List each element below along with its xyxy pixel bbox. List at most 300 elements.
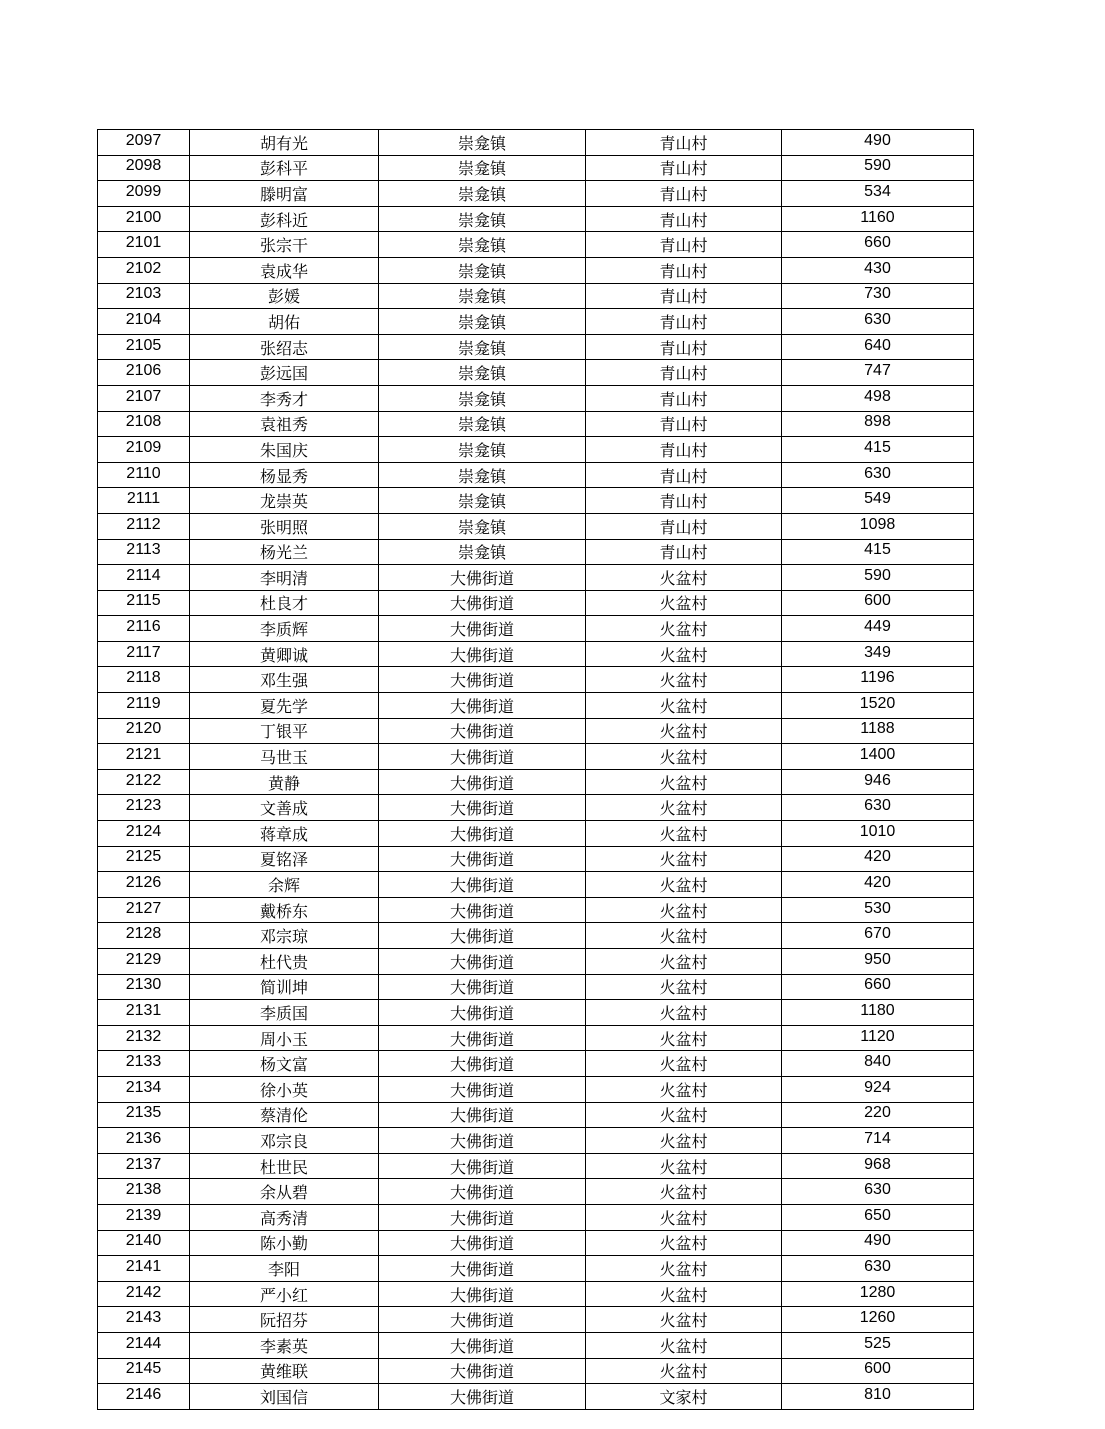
table-row bbox=[98, 1230, 974, 1256]
cell-town: 大佛街道 bbox=[379, 1051, 586, 1077]
cell-id: 2130 bbox=[98, 974, 190, 1000]
cell-village: 火盆村 bbox=[586, 821, 782, 847]
cell-village: 火盆村 bbox=[586, 616, 782, 642]
table-row bbox=[98, 1307, 974, 1333]
table-row bbox=[98, 795, 974, 821]
cell-id: 2118 bbox=[98, 667, 190, 693]
cell-id: 2109 bbox=[98, 437, 190, 463]
cell-amount: 1280 bbox=[782, 1281, 974, 1307]
table-row bbox=[98, 821, 974, 847]
cell-town: 崇龛镇 bbox=[379, 360, 586, 386]
cell-id: 2129 bbox=[98, 949, 190, 975]
cell-amount: 490 bbox=[782, 130, 974, 156]
cell-town: 崇龛镇 bbox=[379, 309, 586, 335]
cell-town: 崇龛镇 bbox=[379, 257, 586, 283]
table-row bbox=[98, 897, 974, 923]
cell-id: 2122 bbox=[98, 769, 190, 795]
cell-name: 简训坤 bbox=[190, 974, 379, 1000]
table-row bbox=[98, 1076, 974, 1102]
table-row bbox=[98, 590, 974, 616]
cell-village: 青山村 bbox=[586, 130, 782, 156]
cell-amount: 810 bbox=[782, 1384, 974, 1410]
cell-amount: 490 bbox=[782, 1230, 974, 1256]
cell-village: 青山村 bbox=[586, 283, 782, 309]
cell-id: 2104 bbox=[98, 309, 190, 335]
data-table bbox=[97, 129, 974, 1410]
table-row bbox=[98, 1025, 974, 1051]
cell-village: 青山村 bbox=[586, 360, 782, 386]
cell-id: 2123 bbox=[98, 795, 190, 821]
cell-village: 火盆村 bbox=[586, 1153, 782, 1179]
cell-amount: 630 bbox=[782, 309, 974, 335]
cell-town: 大佛街道 bbox=[379, 1204, 586, 1230]
cell-amount: 530 bbox=[782, 897, 974, 923]
table-row bbox=[98, 769, 974, 795]
cell-village: 火盆村 bbox=[586, 565, 782, 591]
cell-town: 大佛街道 bbox=[379, 667, 586, 693]
cell-id: 2102 bbox=[98, 257, 190, 283]
table-body bbox=[98, 130, 974, 1410]
cell-id: 2139 bbox=[98, 1204, 190, 1230]
cell-amount: 968 bbox=[782, 1153, 974, 1179]
cell-amount: 1098 bbox=[782, 513, 974, 539]
cell-id: 2110 bbox=[98, 462, 190, 488]
table-row bbox=[98, 232, 974, 258]
cell-name: 胡有光 bbox=[190, 130, 379, 156]
cell-town: 崇龛镇 bbox=[379, 334, 586, 360]
cell-village: 青山村 bbox=[586, 206, 782, 232]
cell-village: 火盆村 bbox=[586, 1204, 782, 1230]
table-row bbox=[98, 283, 974, 309]
table-row bbox=[98, 744, 974, 770]
cell-id: 2101 bbox=[98, 232, 190, 258]
cell-id: 2128 bbox=[98, 923, 190, 949]
cell-name: 李阳 bbox=[190, 1256, 379, 1282]
cell-name: 余辉 bbox=[190, 872, 379, 898]
cell-village: 火盆村 bbox=[586, 974, 782, 1000]
cell-name: 袁成华 bbox=[190, 257, 379, 283]
cell-id: 2114 bbox=[98, 565, 190, 591]
cell-amount: 747 bbox=[782, 360, 974, 386]
cell-town: 大佛街道 bbox=[379, 1256, 586, 1282]
cell-village: 火盆村 bbox=[586, 1076, 782, 1102]
table-row bbox=[98, 616, 974, 642]
cell-id: 2117 bbox=[98, 641, 190, 667]
cell-name: 张绍志 bbox=[190, 334, 379, 360]
cell-name: 夏先学 bbox=[190, 693, 379, 719]
table-row bbox=[98, 1204, 974, 1230]
cell-name: 丁银平 bbox=[190, 718, 379, 744]
table-row bbox=[98, 718, 974, 744]
cell-town: 大佛街道 bbox=[379, 872, 586, 898]
cell-town: 大佛街道 bbox=[379, 1076, 586, 1102]
cell-name: 杜世民 bbox=[190, 1153, 379, 1179]
cell-name: 袁祖秀 bbox=[190, 411, 379, 437]
cell-village: 火盆村 bbox=[586, 1102, 782, 1128]
table-row bbox=[98, 1102, 974, 1128]
cell-village: 火盆村 bbox=[586, 769, 782, 795]
cell-town: 崇龛镇 bbox=[379, 411, 586, 437]
cell-town: 大佛街道 bbox=[379, 565, 586, 591]
cell-town: 崇龛镇 bbox=[379, 206, 586, 232]
cell-id: 2099 bbox=[98, 181, 190, 207]
cell-id: 2141 bbox=[98, 1256, 190, 1282]
cell-town: 崇龛镇 bbox=[379, 513, 586, 539]
cell-id: 2105 bbox=[98, 334, 190, 360]
cell-village: 火盆村 bbox=[586, 1051, 782, 1077]
cell-name: 彭媛 bbox=[190, 283, 379, 309]
cell-id: 2127 bbox=[98, 897, 190, 923]
cell-name: 李秀才 bbox=[190, 385, 379, 411]
cell-village: 火盆村 bbox=[586, 923, 782, 949]
cell-id: 2106 bbox=[98, 360, 190, 386]
cell-id: 2133 bbox=[98, 1051, 190, 1077]
cell-village: 火盆村 bbox=[586, 744, 782, 770]
cell-name: 邓宗良 bbox=[190, 1128, 379, 1154]
cell-amount: 1180 bbox=[782, 1000, 974, 1026]
cell-town: 大佛街道 bbox=[379, 1102, 586, 1128]
cell-name: 蒋章成 bbox=[190, 821, 379, 847]
cell-id: 2111 bbox=[98, 488, 190, 514]
cell-id: 2108 bbox=[98, 411, 190, 437]
table-row bbox=[98, 513, 974, 539]
table-row bbox=[98, 846, 974, 872]
cell-town: 崇龛镇 bbox=[379, 437, 586, 463]
cell-village: 火盆村 bbox=[586, 667, 782, 693]
cell-name: 邓宗琼 bbox=[190, 923, 379, 949]
cell-name: 余从碧 bbox=[190, 1179, 379, 1205]
cell-town: 大佛街道 bbox=[379, 1128, 586, 1154]
cell-id: 2135 bbox=[98, 1102, 190, 1128]
cell-name: 胡佑 bbox=[190, 309, 379, 335]
cell-name: 龙崇英 bbox=[190, 488, 379, 514]
cell-id: 2126 bbox=[98, 872, 190, 898]
table-row bbox=[98, 462, 974, 488]
cell-village: 火盆村 bbox=[586, 949, 782, 975]
cell-town: 大佛街道 bbox=[379, 1281, 586, 1307]
cell-name: 朱国庆 bbox=[190, 437, 379, 463]
cell-id: 2116 bbox=[98, 616, 190, 642]
cell-name: 黄静 bbox=[190, 769, 379, 795]
cell-amount: 1010 bbox=[782, 821, 974, 847]
cell-amount: 1196 bbox=[782, 667, 974, 693]
cell-amount: 630 bbox=[782, 462, 974, 488]
cell-name: 徐小英 bbox=[190, 1076, 379, 1102]
cell-town: 大佛街道 bbox=[379, 590, 586, 616]
cell-amount: 1520 bbox=[782, 693, 974, 719]
cell-id: 2143 bbox=[98, 1307, 190, 1333]
table-row bbox=[98, 641, 974, 667]
table-row bbox=[98, 1358, 974, 1384]
cell-town: 大佛街道 bbox=[379, 1358, 586, 1384]
cell-amount: 534 bbox=[782, 181, 974, 207]
table-row bbox=[98, 923, 974, 949]
cell-amount: 950 bbox=[782, 949, 974, 975]
cell-village: 火盆村 bbox=[586, 590, 782, 616]
cell-village: 火盆村 bbox=[586, 872, 782, 898]
cell-town: 崇龛镇 bbox=[379, 539, 586, 565]
cell-town: 大佛街道 bbox=[379, 641, 586, 667]
cell-town: 大佛街道 bbox=[379, 769, 586, 795]
cell-town: 大佛街道 bbox=[379, 744, 586, 770]
cell-id: 2145 bbox=[98, 1358, 190, 1384]
cell-id: 2121 bbox=[98, 744, 190, 770]
cell-id: 2103 bbox=[98, 283, 190, 309]
cell-amount: 898 bbox=[782, 411, 974, 437]
cell-amount: 630 bbox=[782, 1179, 974, 1205]
cell-name: 黄维联 bbox=[190, 1358, 379, 1384]
cell-id: 2142 bbox=[98, 1281, 190, 1307]
cell-id: 2125 bbox=[98, 846, 190, 872]
cell-village: 火盆村 bbox=[586, 846, 782, 872]
cell-amount: 415 bbox=[782, 539, 974, 565]
cell-town: 崇龛镇 bbox=[379, 155, 586, 181]
cell-village: 火盆村 bbox=[586, 1256, 782, 1282]
table-row bbox=[98, 1256, 974, 1282]
cell-town: 大佛街道 bbox=[379, 974, 586, 1000]
cell-village: 火盆村 bbox=[586, 1179, 782, 1205]
cell-amount: 1188 bbox=[782, 718, 974, 744]
cell-id: 2112 bbox=[98, 513, 190, 539]
cell-amount: 430 bbox=[782, 257, 974, 283]
cell-village: 青山村 bbox=[586, 257, 782, 283]
cell-amount: 420 bbox=[782, 846, 974, 872]
table-row bbox=[98, 411, 974, 437]
cell-name: 张明照 bbox=[190, 513, 379, 539]
cell-village: 火盆村 bbox=[586, 1025, 782, 1051]
cell-village: 青山村 bbox=[586, 411, 782, 437]
cell-name: 李质国 bbox=[190, 1000, 379, 1026]
cell-town: 大佛街道 bbox=[379, 1230, 586, 1256]
table-row bbox=[98, 1332, 974, 1358]
cell-amount: 600 bbox=[782, 1358, 974, 1384]
cell-name: 黄卿诚 bbox=[190, 641, 379, 667]
cell-village: 火盆村 bbox=[586, 1230, 782, 1256]
cell-amount: 650 bbox=[782, 1204, 974, 1230]
cell-amount: 449 bbox=[782, 616, 974, 642]
table-row bbox=[98, 539, 974, 565]
cell-amount: 415 bbox=[782, 437, 974, 463]
cell-amount: 660 bbox=[782, 974, 974, 1000]
cell-amount: 670 bbox=[782, 923, 974, 949]
cell-town: 大佛街道 bbox=[379, 846, 586, 872]
cell-village: 青山村 bbox=[586, 385, 782, 411]
cell-amount: 349 bbox=[782, 641, 974, 667]
cell-village: 青山村 bbox=[586, 488, 782, 514]
cell-amount: 924 bbox=[782, 1076, 974, 1102]
cell-amount: 525 bbox=[782, 1332, 974, 1358]
cell-town: 崇龛镇 bbox=[379, 488, 586, 514]
cell-id: 2132 bbox=[98, 1025, 190, 1051]
table-row bbox=[98, 1153, 974, 1179]
cell-town: 崇龛镇 bbox=[379, 462, 586, 488]
cell-name: 张宗干 bbox=[190, 232, 379, 258]
cell-town: 崇龛镇 bbox=[379, 385, 586, 411]
table-row bbox=[98, 488, 974, 514]
cell-name: 李明清 bbox=[190, 565, 379, 591]
cell-village: 青山村 bbox=[586, 232, 782, 258]
cell-name: 李质辉 bbox=[190, 616, 379, 642]
cell-name: 马世玉 bbox=[190, 744, 379, 770]
cell-id: 2098 bbox=[98, 155, 190, 181]
cell-amount: 220 bbox=[782, 1102, 974, 1128]
table-row bbox=[98, 1128, 974, 1154]
cell-id: 2124 bbox=[98, 821, 190, 847]
cell-village: 火盆村 bbox=[586, 1281, 782, 1307]
cell-id: 2113 bbox=[98, 539, 190, 565]
cell-amount: 640 bbox=[782, 334, 974, 360]
cell-name: 彭远国 bbox=[190, 360, 379, 386]
cell-name: 刘国信 bbox=[190, 1384, 379, 1410]
cell-name: 杨显秀 bbox=[190, 462, 379, 488]
cell-amount: 1120 bbox=[782, 1025, 974, 1051]
cell-name: 夏铭泽 bbox=[190, 846, 379, 872]
cell-id: 2131 bbox=[98, 1000, 190, 1026]
cell-town: 大佛街道 bbox=[379, 821, 586, 847]
cell-village: 青山村 bbox=[586, 539, 782, 565]
cell-town: 大佛街道 bbox=[379, 795, 586, 821]
cell-town: 崇龛镇 bbox=[379, 181, 586, 207]
table-row bbox=[98, 1051, 974, 1077]
cell-town: 大佛街道 bbox=[379, 1000, 586, 1026]
cell-village: 青山村 bbox=[586, 155, 782, 181]
cell-id: 2097 bbox=[98, 130, 190, 156]
cell-village: 火盆村 bbox=[586, 641, 782, 667]
table-row bbox=[98, 181, 974, 207]
cell-village: 火盆村 bbox=[586, 795, 782, 821]
cell-id: 2140 bbox=[98, 1230, 190, 1256]
cell-amount: 946 bbox=[782, 769, 974, 795]
cell-amount: 840 bbox=[782, 1051, 974, 1077]
cell-village: 文家村 bbox=[586, 1384, 782, 1410]
cell-id: 2120 bbox=[98, 718, 190, 744]
cell-village: 火盆村 bbox=[586, 897, 782, 923]
cell-amount: 630 bbox=[782, 1256, 974, 1282]
cell-town: 大佛街道 bbox=[379, 1384, 586, 1410]
cell-amount: 1260 bbox=[782, 1307, 974, 1333]
cell-id: 2119 bbox=[98, 693, 190, 719]
cell-village: 火盆村 bbox=[586, 1307, 782, 1333]
cell-town: 大佛街道 bbox=[379, 693, 586, 719]
cell-id: 2146 bbox=[98, 1384, 190, 1410]
cell-name: 阮招芬 bbox=[190, 1307, 379, 1333]
cell-town: 大佛街道 bbox=[379, 1179, 586, 1205]
cell-town: 大佛街道 bbox=[379, 923, 586, 949]
table-row bbox=[98, 385, 974, 411]
table-row bbox=[98, 667, 974, 693]
cell-town: 大佛街道 bbox=[379, 616, 586, 642]
cell-village: 青山村 bbox=[586, 437, 782, 463]
cell-village: 火盆村 bbox=[586, 693, 782, 719]
cell-town: 大佛街道 bbox=[379, 949, 586, 975]
cell-village: 青山村 bbox=[586, 334, 782, 360]
table-row bbox=[98, 437, 974, 463]
table-row bbox=[98, 1281, 974, 1307]
cell-town: 崇龛镇 bbox=[379, 283, 586, 309]
cell-name: 陈小勤 bbox=[190, 1230, 379, 1256]
table-row bbox=[98, 130, 974, 156]
cell-town: 崇龛镇 bbox=[379, 232, 586, 258]
cell-id: 2138 bbox=[98, 1179, 190, 1205]
cell-name: 周小玉 bbox=[190, 1025, 379, 1051]
spreadsheet-page bbox=[97, 129, 973, 1410]
cell-village: 火盆村 bbox=[586, 1000, 782, 1026]
cell-name: 彭科近 bbox=[190, 206, 379, 232]
table-row bbox=[98, 155, 974, 181]
cell-village: 火盆村 bbox=[586, 718, 782, 744]
cell-village: 青山村 bbox=[586, 462, 782, 488]
table-row bbox=[98, 693, 974, 719]
cell-amount: 730 bbox=[782, 283, 974, 309]
cell-amount: 714 bbox=[782, 1128, 974, 1154]
table-row bbox=[98, 1179, 974, 1205]
cell-village: 火盆村 bbox=[586, 1332, 782, 1358]
table-row bbox=[98, 565, 974, 591]
cell-name: 李素英 bbox=[190, 1332, 379, 1358]
cell-town: 崇龛镇 bbox=[379, 130, 586, 156]
cell-amount: 1400 bbox=[782, 744, 974, 770]
cell-village: 火盆村 bbox=[586, 1358, 782, 1384]
cell-name: 杨光兰 bbox=[190, 539, 379, 565]
cell-name: 戴桥东 bbox=[190, 897, 379, 923]
table-row bbox=[98, 206, 974, 232]
cell-amount: 498 bbox=[782, 385, 974, 411]
cell-village: 青山村 bbox=[586, 309, 782, 335]
cell-id: 2137 bbox=[98, 1153, 190, 1179]
table-row bbox=[98, 949, 974, 975]
cell-town: 大佛街道 bbox=[379, 1332, 586, 1358]
cell-town: 大佛街道 bbox=[379, 1025, 586, 1051]
table-row bbox=[98, 872, 974, 898]
cell-id: 2107 bbox=[98, 385, 190, 411]
cell-name: 严小红 bbox=[190, 1281, 379, 1307]
cell-name: 滕明富 bbox=[190, 181, 379, 207]
table-row bbox=[98, 1000, 974, 1026]
cell-village: 青山村 bbox=[586, 181, 782, 207]
cell-amount: 660 bbox=[782, 232, 974, 258]
cell-name: 高秀清 bbox=[190, 1204, 379, 1230]
cell-name: 文善成 bbox=[190, 795, 379, 821]
cell-name: 杜代贵 bbox=[190, 949, 379, 975]
cell-amount: 590 bbox=[782, 565, 974, 591]
table-row bbox=[98, 334, 974, 360]
table-row bbox=[98, 974, 974, 1000]
cell-town: 大佛街道 bbox=[379, 1153, 586, 1179]
table-row bbox=[98, 1384, 974, 1410]
cell-name: 杨文富 bbox=[190, 1051, 379, 1077]
cell-id: 2100 bbox=[98, 206, 190, 232]
cell-amount: 549 bbox=[782, 488, 974, 514]
cell-id: 2134 bbox=[98, 1076, 190, 1102]
cell-name: 彭科平 bbox=[190, 155, 379, 181]
cell-id: 2115 bbox=[98, 590, 190, 616]
cell-amount: 420 bbox=[782, 872, 974, 898]
cell-id: 2144 bbox=[98, 1332, 190, 1358]
cell-amount: 1160 bbox=[782, 206, 974, 232]
cell-amount: 630 bbox=[782, 795, 974, 821]
table-row bbox=[98, 309, 974, 335]
cell-town: 大佛街道 bbox=[379, 1307, 586, 1333]
cell-name: 邓生强 bbox=[190, 667, 379, 693]
cell-name: 蔡清伦 bbox=[190, 1102, 379, 1128]
cell-town: 大佛街道 bbox=[379, 718, 586, 744]
cell-name: 杜良才 bbox=[190, 590, 379, 616]
cell-town: 大佛街道 bbox=[379, 897, 586, 923]
cell-village: 火盆村 bbox=[586, 1128, 782, 1154]
table-row bbox=[98, 360, 974, 386]
cell-village: 青山村 bbox=[586, 513, 782, 539]
table-row bbox=[98, 257, 974, 283]
